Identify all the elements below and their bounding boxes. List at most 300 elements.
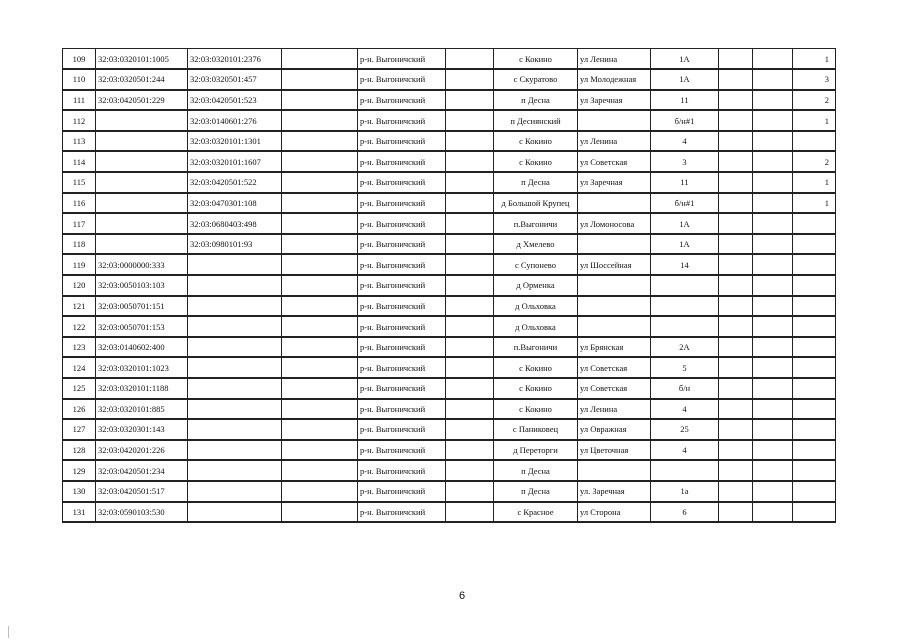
blank-cell-cell — [282, 254, 358, 275]
blank-cell-cell — [282, 49, 358, 70]
blank-cell-2-cell — [446, 316, 494, 337]
street-cell: ул. Заречная — [578, 481, 651, 502]
count-cell: 1 — [793, 110, 836, 131]
row-number-cell: 130 — [63, 481, 96, 502]
row-number-cell: 119 — [63, 254, 96, 275]
cadastral-number-2-cell — [188, 337, 282, 358]
row-number-cell: 123 — [63, 337, 96, 358]
district-cell: р-н. Выгоничский — [358, 419, 446, 440]
blank-cell-4-cell — [753, 110, 793, 131]
blank-cell-cell — [282, 460, 358, 481]
row-number-cell: 116 — [63, 193, 96, 214]
street-cell: ул Советская — [578, 151, 651, 172]
locality-cell: с Кокино — [494, 49, 578, 70]
district-cell: р-н. Выгоничский — [358, 378, 446, 399]
district-cell: р-н. Выгоничский — [358, 399, 446, 420]
blank-cell-cell — [282, 399, 358, 420]
house-number-cell: 1А — [651, 69, 719, 90]
cadastral-number-2-cell — [188, 440, 282, 461]
locality-cell: с Кокино — [494, 378, 578, 399]
count-cell — [793, 296, 836, 317]
table-row — [63, 419, 836, 440]
blank-cell-cell — [282, 357, 358, 378]
street-cell — [578, 193, 651, 214]
house-number-cell: 25 — [651, 419, 719, 440]
blank-cell-4-cell — [753, 69, 793, 90]
locality-cell: с Кокино — [494, 399, 578, 420]
house-number-cell: 11 — [651, 90, 719, 111]
blank-cell-2-cell — [446, 49, 494, 70]
cadastral-number-cell: 32:03:0320501:244 — [96, 69, 188, 90]
house-number-cell: 1А — [651, 234, 719, 255]
blank-cell-4-cell — [753, 90, 793, 111]
count-cell: 2 — [793, 90, 836, 111]
table-row — [63, 275, 836, 296]
table-row — [63, 296, 836, 317]
blank-cell-3-cell — [719, 110, 753, 131]
cadastral-number-2-cell — [188, 316, 282, 337]
locality-cell: п Десна — [494, 460, 578, 481]
locality-cell: п.Выгоничи — [494, 213, 578, 234]
count-cell — [793, 131, 836, 152]
blank-cell-2-cell — [446, 481, 494, 502]
count-cell — [793, 378, 836, 399]
blank-cell-2-cell — [446, 234, 494, 255]
blank-cell-2-cell — [446, 213, 494, 234]
blank-cell-2-cell — [446, 378, 494, 399]
cadastral-number-cell: 32:03:0320101:1023 — [96, 357, 188, 378]
locality-cell: д Ольховка — [494, 316, 578, 337]
blank-cell-2-cell — [446, 172, 494, 193]
cadastral-number-2-cell: 32:03:0320501:457 — [188, 69, 282, 90]
locality-cell: д Переторги — [494, 440, 578, 461]
blank-cell-cell — [282, 90, 358, 111]
locality-cell: д Хмелево — [494, 234, 578, 255]
blank-cell-3-cell — [719, 172, 753, 193]
blank-cell-2-cell — [446, 357, 494, 378]
blank-cell-cell — [282, 110, 358, 131]
cadastral-number-cell: 32:03:0050701:151 — [96, 296, 188, 317]
district-cell: р-н. Выгоничский — [358, 296, 446, 317]
table-row — [63, 316, 836, 337]
house-number-cell: 4 — [651, 131, 719, 152]
street-cell: ул Сторона — [578, 502, 651, 523]
house-number-cell — [651, 316, 719, 337]
cadastral-number-2-cell — [188, 481, 282, 502]
locality-cell: с Кокино — [494, 131, 578, 152]
table-row — [63, 172, 836, 193]
cadastral-number-cell: 32:03:0050701:153 — [96, 316, 188, 337]
cadastral-number-cell: 32:03:0420501:229 — [96, 90, 188, 111]
count-cell — [793, 502, 836, 523]
blank-cell-2-cell — [446, 193, 494, 214]
district-cell: р-н. Выгоничский — [358, 110, 446, 131]
street-cell: ул Брянская — [578, 337, 651, 358]
blank-cell-2-cell — [446, 275, 494, 296]
blank-cell-2-cell — [446, 399, 494, 420]
district-cell: р-н. Выгоничский — [358, 131, 446, 152]
table-row — [63, 254, 836, 275]
cadastral-number-2-cell — [188, 357, 282, 378]
cadastral-number-cell — [96, 213, 188, 234]
blank-cell-3-cell — [719, 502, 753, 523]
blank-cell-4-cell — [753, 131, 793, 152]
district-cell: р-н. Выгоничский — [358, 275, 446, 296]
blank-cell-3-cell — [719, 254, 753, 275]
blank-cell-4-cell — [753, 234, 793, 255]
blank-cell-cell — [282, 193, 358, 214]
blank-cell-2-cell — [446, 502, 494, 523]
house-number-cell: 1А — [651, 49, 719, 70]
blank-cell-4-cell — [753, 316, 793, 337]
row-number-cell: 110 — [63, 69, 96, 90]
table-row — [63, 131, 836, 152]
house-number-cell: 1А — [651, 213, 719, 234]
cadastral-number-cell: 32:03:0050103:103 — [96, 275, 188, 296]
blank-cell-4-cell — [753, 275, 793, 296]
cadastral-number-2-cell: 32:03:0980101:93 — [188, 234, 282, 255]
locality-cell: с Кокино — [494, 357, 578, 378]
count-cell: 2 — [793, 151, 836, 172]
street-cell: ул Шоссейная — [578, 254, 651, 275]
street-cell: ул Заречная — [578, 172, 651, 193]
row-number-cell: 120 — [63, 275, 96, 296]
cadastral-number-cell — [96, 151, 188, 172]
blank-cell-3-cell — [719, 131, 753, 152]
blank-cell-2-cell — [446, 151, 494, 172]
count-cell — [793, 254, 836, 275]
row-number-cell: 127 — [63, 419, 96, 440]
district-cell: р-н. Выгоничский — [358, 502, 446, 523]
street-cell — [578, 296, 651, 317]
blank-cell-3-cell — [719, 357, 753, 378]
row-number-cell: 113 — [63, 131, 96, 152]
house-number-cell: 1а — [651, 481, 719, 502]
cadastral-number-2-cell — [188, 460, 282, 481]
locality-cell: с Паниковец — [494, 419, 578, 440]
table-row — [63, 151, 836, 172]
row-number-cell: 111 — [63, 90, 96, 111]
cadastral-number-2-cell: 32:03:0470301:108 — [188, 193, 282, 214]
blank-cell-3-cell — [719, 213, 753, 234]
row-number-cell: 115 — [63, 172, 96, 193]
row-number-cell: 121 — [63, 296, 96, 317]
locality-cell: п Десна — [494, 172, 578, 193]
blank-cell-3-cell — [719, 49, 753, 70]
cadastral-number-cell — [96, 172, 188, 193]
cadastral-number-cell: 32:03:0000000:333 — [96, 254, 188, 275]
table-row — [63, 69, 836, 90]
cadastral-number-cell: 32:03:0320301:143 — [96, 419, 188, 440]
locality-cell: с Скуратово — [494, 69, 578, 90]
locality-cell: с Красное — [494, 502, 578, 523]
blank-cell-3-cell — [719, 399, 753, 420]
street-cell: ул Овражная — [578, 419, 651, 440]
count-cell — [793, 440, 836, 461]
blank-cell-cell — [282, 440, 358, 461]
blank-cell-cell — [282, 296, 358, 317]
count-cell — [793, 419, 836, 440]
district-cell: р-н. Выгоничский — [358, 254, 446, 275]
street-cell — [578, 234, 651, 255]
blank-cell-3-cell — [719, 316, 753, 337]
house-number-cell: 4 — [651, 440, 719, 461]
blank-cell-3-cell — [719, 193, 753, 214]
count-cell — [793, 460, 836, 481]
blank-cell-cell — [282, 337, 358, 358]
cadastral-number-2-cell — [188, 399, 282, 420]
blank-cell-3-cell — [719, 234, 753, 255]
blank-cell-4-cell — [753, 502, 793, 523]
cadastral-number-2-cell: 32:03:0140601:276 — [188, 110, 282, 131]
blank-cell-cell — [282, 213, 358, 234]
table-row — [63, 49, 836, 70]
blank-cell-3-cell — [719, 378, 753, 399]
district-cell: р-н. Выгоничский — [358, 481, 446, 502]
house-number-cell: 6 — [651, 502, 719, 523]
blank-cell-2-cell — [446, 110, 494, 131]
count-cell — [793, 275, 836, 296]
district-cell: р-н. Выгоничский — [358, 213, 446, 234]
street-cell: ул Советская — [578, 378, 651, 399]
count-cell: 1 — [793, 172, 836, 193]
cadastral-number-2-cell — [188, 275, 282, 296]
table-row — [63, 213, 836, 234]
cadastral-number-2-cell — [188, 378, 282, 399]
count-cell — [793, 399, 836, 420]
row-number-cell: 128 — [63, 440, 96, 461]
row-number-cell: 114 — [63, 151, 96, 172]
table-row — [63, 337, 836, 358]
house-number-cell — [651, 275, 719, 296]
blank-cell-4-cell — [753, 419, 793, 440]
table-row — [63, 399, 836, 420]
registry-table-body — [63, 49, 836, 523]
blank-cell-2-cell — [446, 69, 494, 90]
blank-cell-4-cell — [753, 151, 793, 172]
blank-cell-4-cell — [753, 357, 793, 378]
blank-cell-3-cell — [719, 151, 753, 172]
blank-cell-2-cell — [446, 90, 494, 111]
blank-cell-cell — [282, 419, 358, 440]
row-number-cell: 131 — [63, 502, 96, 523]
house-number-cell: б/н#1 — [651, 193, 719, 214]
district-cell: р-н. Выгоничский — [358, 151, 446, 172]
district-cell: р-н. Выгоничский — [358, 49, 446, 70]
blank-cell-cell — [282, 502, 358, 523]
district-cell: р-н. Выгоничский — [358, 172, 446, 193]
locality-cell: п Десна — [494, 90, 578, 111]
street-cell: ул Молодежная — [578, 69, 651, 90]
district-cell: р-н. Выгоничский — [358, 337, 446, 358]
locality-cell: п Десна — [494, 481, 578, 502]
table-row — [63, 357, 836, 378]
table-row — [63, 481, 836, 502]
blank-cell-4-cell — [753, 213, 793, 234]
street-cell: ул Ленина — [578, 399, 651, 420]
district-cell: р-н. Выгоничский — [358, 316, 446, 337]
registry-table — [62, 48, 836, 523]
count-cell: 1 — [793, 49, 836, 70]
table-row — [63, 193, 836, 214]
blank-cell-cell — [282, 275, 358, 296]
cadastral-number-2-cell — [188, 502, 282, 523]
table-row — [63, 110, 836, 131]
locality-cell: п Десиянский — [494, 110, 578, 131]
blank-cell-3-cell — [719, 460, 753, 481]
locality-cell: с Супонево — [494, 254, 578, 275]
locality-cell: с Кокино — [494, 151, 578, 172]
cadastral-number-2-cell: 32:03:0680403:498 — [188, 213, 282, 234]
blank-cell-3-cell — [719, 419, 753, 440]
blank-cell-3-cell — [719, 296, 753, 317]
blank-cell-4-cell — [753, 460, 793, 481]
blank-cell-cell — [282, 172, 358, 193]
district-cell: р-н. Выгоничский — [358, 90, 446, 111]
street-cell: ул Цветочная — [578, 440, 651, 461]
table-row — [63, 90, 836, 111]
house-number-cell: б/н — [651, 378, 719, 399]
count-cell — [793, 481, 836, 502]
cadastral-number-2-cell: 32:03:0320101:1301 — [188, 131, 282, 152]
blank-cell-2-cell — [446, 419, 494, 440]
blank-cell-4-cell — [753, 49, 793, 70]
table-row — [63, 234, 836, 255]
cadastral-number-2-cell — [188, 254, 282, 275]
street-cell: ул Ленина — [578, 49, 651, 70]
cadastral-number-cell — [96, 110, 188, 131]
street-cell: ул Ломоносова — [578, 213, 651, 234]
blank-cell-4-cell — [753, 399, 793, 420]
row-number-cell: 122 — [63, 316, 96, 337]
blank-cell-2-cell — [446, 131, 494, 152]
cadastral-number-cell — [96, 193, 188, 214]
cadastral-number-cell: 32:03:0420501:517 — [96, 481, 188, 502]
cadastral-number-cell: 32:03:0140602:400 — [96, 337, 188, 358]
blank-cell-cell — [282, 316, 358, 337]
table-row — [63, 440, 836, 461]
count-cell — [793, 234, 836, 255]
cadastral-number-2-cell: 32:03:0420501:523 — [188, 90, 282, 111]
district-cell: р-н. Выгоничский — [358, 69, 446, 90]
table-row — [63, 502, 836, 523]
cadastral-number-cell: 32:03:0420201:226 — [96, 440, 188, 461]
blank-cell-cell — [282, 481, 358, 502]
blank-cell-3-cell — [719, 481, 753, 502]
blank-cell-3-cell — [719, 440, 753, 461]
cadastral-number-cell: 32:03:0320101:1005 — [96, 49, 188, 70]
row-number-cell: 124 — [63, 357, 96, 378]
house-number-cell: 14 — [651, 254, 719, 275]
row-number-cell: 129 — [63, 460, 96, 481]
cadastral-number-cell: 32:03:0320101:885 — [96, 399, 188, 420]
table-row — [63, 378, 836, 399]
cadastral-number-2-cell: 32:03:0420501:522 — [188, 172, 282, 193]
locality-cell: д Орменка — [494, 275, 578, 296]
row-number-cell: 126 — [63, 399, 96, 420]
district-cell: р-н. Выгоничский — [358, 357, 446, 378]
house-number-cell: б/н#1 — [651, 110, 719, 131]
cadastral-number-2-cell — [188, 419, 282, 440]
blank-cell-3-cell — [719, 69, 753, 90]
house-number-cell — [651, 296, 719, 317]
house-number-cell: 2А — [651, 337, 719, 358]
blank-cell-3-cell — [719, 337, 753, 358]
district-cell: р-н. Выгоничский — [358, 234, 446, 255]
district-cell: р-н. Выгоничский — [358, 193, 446, 214]
blank-cell-4-cell — [753, 296, 793, 317]
house-number-cell: 11 — [651, 172, 719, 193]
blank-cell-3-cell — [719, 90, 753, 111]
locality-cell: д Большой Крупец — [494, 193, 578, 214]
cadastral-number-cell: 32:03:0590103:530 — [96, 502, 188, 523]
row-number-cell: 118 — [63, 234, 96, 255]
house-number-cell: 4 — [651, 399, 719, 420]
count-cell — [793, 337, 836, 358]
count-cell — [793, 316, 836, 337]
blank-cell-4-cell — [753, 193, 793, 214]
street-cell — [578, 275, 651, 296]
house-number-cell: 5 — [651, 357, 719, 378]
blank-cell-3-cell — [719, 275, 753, 296]
count-cell: 3 — [793, 69, 836, 90]
blank-cell-cell — [282, 131, 358, 152]
house-number-cell: 3 — [651, 151, 719, 172]
street-cell — [578, 460, 651, 481]
cadastral-number-cell — [96, 131, 188, 152]
district-cell: р-н. Выгоничский — [358, 440, 446, 461]
cadastral-number-cell: 32:03:0420501:234 — [96, 460, 188, 481]
page-number: 6 — [458, 590, 466, 602]
street-cell: ул Советская — [578, 357, 651, 378]
street-cell — [578, 316, 651, 337]
locality-cell: п.Выгоничи — [494, 337, 578, 358]
blank-cell-4-cell — [753, 440, 793, 461]
count-cell: 1 — [793, 193, 836, 214]
house-number-cell — [651, 460, 719, 481]
cadastral-number-cell — [96, 234, 188, 255]
row-number-cell: 112 — [63, 110, 96, 131]
blank-cell-cell — [282, 69, 358, 90]
blank-cell-4-cell — [753, 172, 793, 193]
count-cell — [793, 357, 836, 378]
blank-cell-2-cell — [446, 337, 494, 358]
street-cell: ул Заречная — [578, 90, 651, 111]
blank-cell-4-cell — [753, 378, 793, 399]
row-number-cell: 117 — [63, 213, 96, 234]
table-row — [63, 460, 836, 481]
blank-cell-4-cell — [753, 337, 793, 358]
blank-cell-cell — [282, 378, 358, 399]
blank-cell-4-cell — [753, 254, 793, 275]
street-cell — [578, 110, 651, 131]
row-number-cell: 109 — [63, 49, 96, 70]
cadastral-number-2-cell: 32:03:0320101:2376 — [188, 49, 282, 70]
blank-cell-cell — [282, 151, 358, 172]
count-cell — [793, 213, 836, 234]
locality-cell: д Ольховка — [494, 296, 578, 317]
blank-cell-2-cell — [446, 254, 494, 275]
cadastral-number-2-cell — [188, 296, 282, 317]
blank-cell-4-cell — [753, 481, 793, 502]
cadastral-number-cell: 32:03:0320101:1188 — [96, 378, 188, 399]
row-number-cell: 125 — [63, 378, 96, 399]
blank-cell-2-cell — [446, 460, 494, 481]
street-cell: ул Ленина — [578, 131, 651, 152]
scan-edge-mark — [8, 626, 9, 638]
blank-cell-2-cell — [446, 296, 494, 317]
blank-cell-cell — [282, 234, 358, 255]
